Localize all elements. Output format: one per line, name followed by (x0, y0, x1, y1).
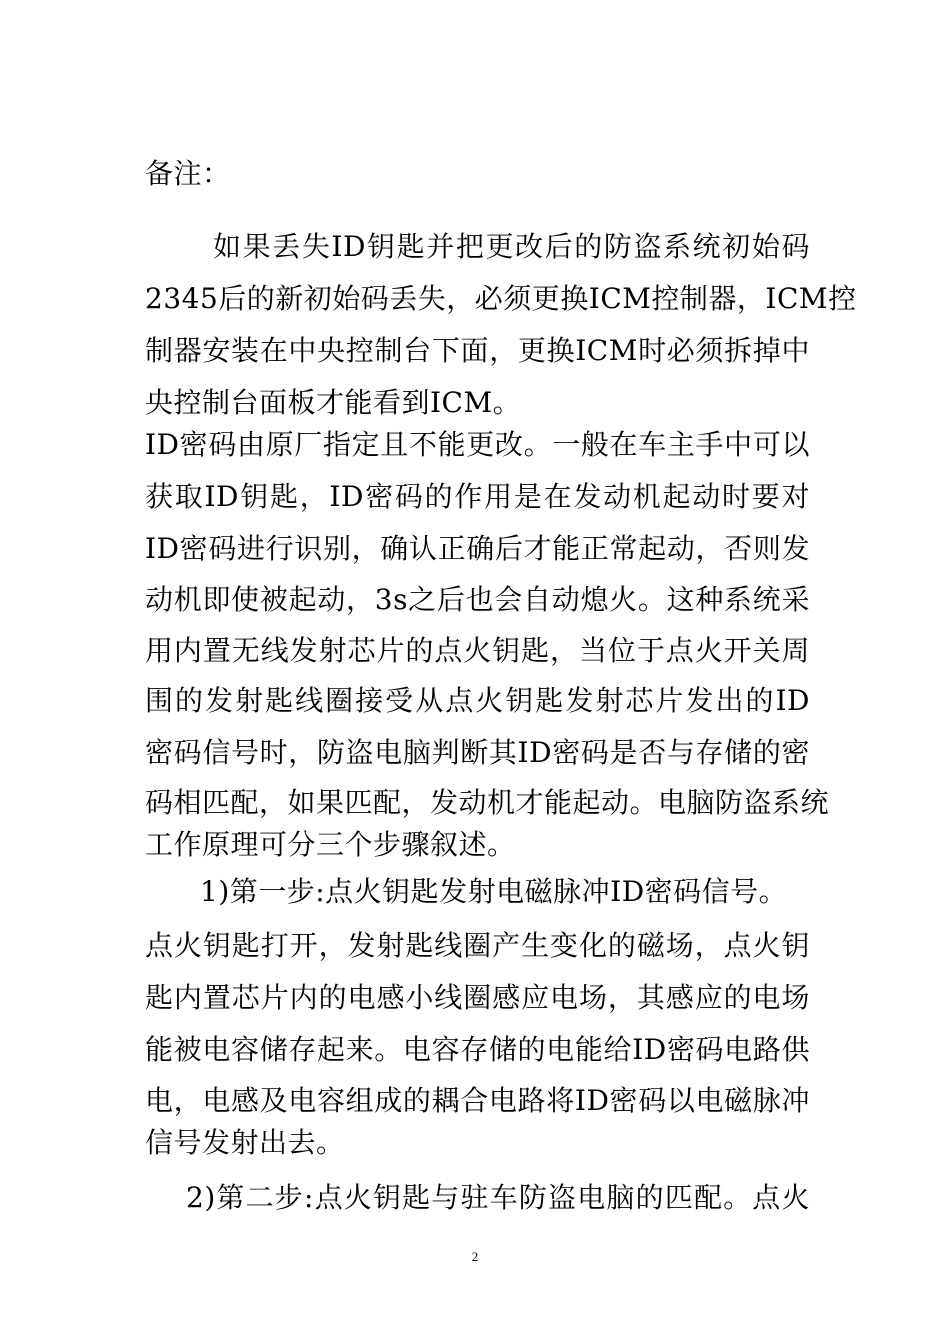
step1-line-3: 匙内置芯片内的电感小线圈感应电场，其感应的电场 (145, 981, 810, 1014)
id-para-line-9: 工作原理可分三个步骤叙述。 (145, 828, 516, 861)
id-para-line-1: ID密码由原厂指定且不能更改。一般在车主手中可以 (145, 428, 810, 461)
id-para-line-4: 动机即使被起动，3s之后也会自动熄火。这种系统采 (145, 583, 810, 616)
id-para-line-7: 密码信号时，防盗电脑判断其ID密码是否与存储的密 (145, 736, 810, 769)
step2-heading-line: 2)第二步:点火钥匙与驻车防盗电脑的匹配。点火 (186, 1181, 810, 1214)
id-para-line-5: 用内置无线发射芯片的点火钥匙，当位于点火开关周 (145, 634, 810, 667)
id-para-line-2: 获取ID钥匙，ID密码的作用是在发动机起动时要对 (145, 480, 810, 513)
step1-line-5: 电，电感及电容组成的耦合电路将ID密码以电磁脉冲 (145, 1084, 810, 1117)
step1-heading-line: 1)第一步:点火钥匙发射电磁脉冲ID密码信号。 (200, 875, 788, 908)
note-line-1: 如果丢失ID钥匙并把更改后的防盗系统初始码 (213, 230, 810, 263)
page-number: 2 (471, 1249, 479, 1264)
note-line-2: 2345后的新初始码丢失，必须更换ICM控制器，ICM控 (145, 282, 857, 315)
step1-line-6: 信号发射出去。 (145, 1126, 345, 1159)
note-heading: 备注： (145, 157, 231, 190)
note-line-3: 制器安装在中央控制台下面，更换ICM时必须拆掉中 (145, 334, 810, 367)
id-para-line-8: 码相匹配，如果匹配，发动机才能起动。电脑防盗系统 (145, 786, 830, 819)
step1-line-2: 点火钥匙打开，发射匙线圈产生变化的磁场，点火钥 (145, 929, 810, 962)
id-para-line-3: ID密码进行识别，确认正确后才能正常起动，否则发 (145, 532, 810, 565)
note-line-4: 央控制台面板才能看到ICM。 (145, 386, 522, 419)
step1-line-4: 能被电容储存起来。电容存储的电能给ID密码电路供 (145, 1033, 810, 1066)
id-para-line-6: 围的发射匙线圈接受从点火钥匙发射芯片发出的ID (145, 684, 810, 717)
